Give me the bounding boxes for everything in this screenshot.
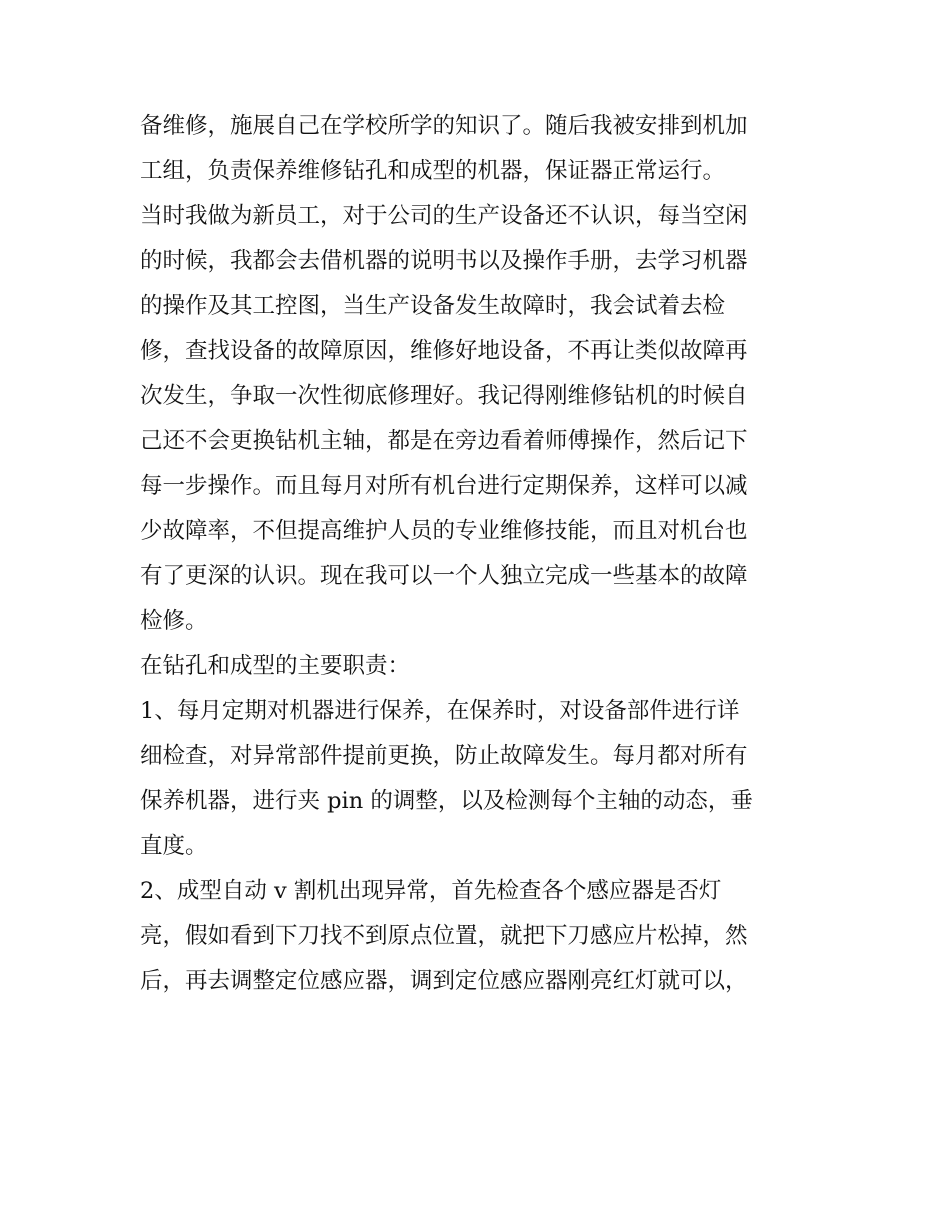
text-line: 次发生，争取一次性彻底修理好。我记得刚维修钻机的时候自 <box>140 383 748 409</box>
text-line: 的操作及其工控图，当生产设备发生故障时，我会试着去检 <box>140 293 726 319</box>
text-line: 有了更深的认识。现在我可以一个人独立完成一些基本的故障 <box>140 563 748 589</box>
text-line: 备维修，施展自己在学校所学的知识了。随后我被安排到机加 <box>140 113 748 139</box>
list-item-1-line: 细检查，对异常部件提前更换，防止故障发生。每月都对所有 <box>140 743 748 769</box>
text-line: 检修。 <box>140 608 208 634</box>
body-text <box>140 104 820 1004</box>
list-item-1-line: 1、每月定期对机器进行保养，在保养时，对设备部件进行详 <box>140 698 740 724</box>
text-line: 少故障率，不但提高维护人员的专业维修技能，而且对机台也 <box>140 518 748 544</box>
list-item-1-line: 保养机器，进行夹 pin 的调整，以及检测每个主轴的动态，垂 <box>140 788 753 814</box>
text-line: 的时候，我都会去借机器的说明书以及操作手册，去学习机器 <box>140 248 748 274</box>
list-item-2-line: 亮，假如看到下刀找不到原点位置，就把下刀感应片松掉，然 <box>140 923 748 949</box>
list-item-2-line: 2、成型自动 v 割机出现异常，首先检查各个感应器是否灯 <box>140 878 722 904</box>
text-line: 每一步操作。而且每月对所有机台进行定期保养，这样可以减 <box>140 473 748 499</box>
text-line: 当时我做为新员工，对于公司的生产设备还不认识，每当空闲 <box>140 203 748 229</box>
text-line: 己还不会更换钻机主轴，都是在旁边看着师傅操作，然后记下 <box>140 428 748 454</box>
text-line: 工组，负责保养维修钻孔和成型的机器，保证器正常运行。 <box>140 158 726 184</box>
text-line: 修，查找设备的故障原因，维修好地设备，不再让类似故障再 <box>140 338 748 364</box>
section-heading: 在钻孔和成型的主要职责： <box>140 653 411 679</box>
list-item-1-line: 直度。 <box>140 833 208 859</box>
list-item-2-line: 后，再去调整定位感应器，调到定位感应器刚亮红灯就可以， <box>140 968 748 994</box>
